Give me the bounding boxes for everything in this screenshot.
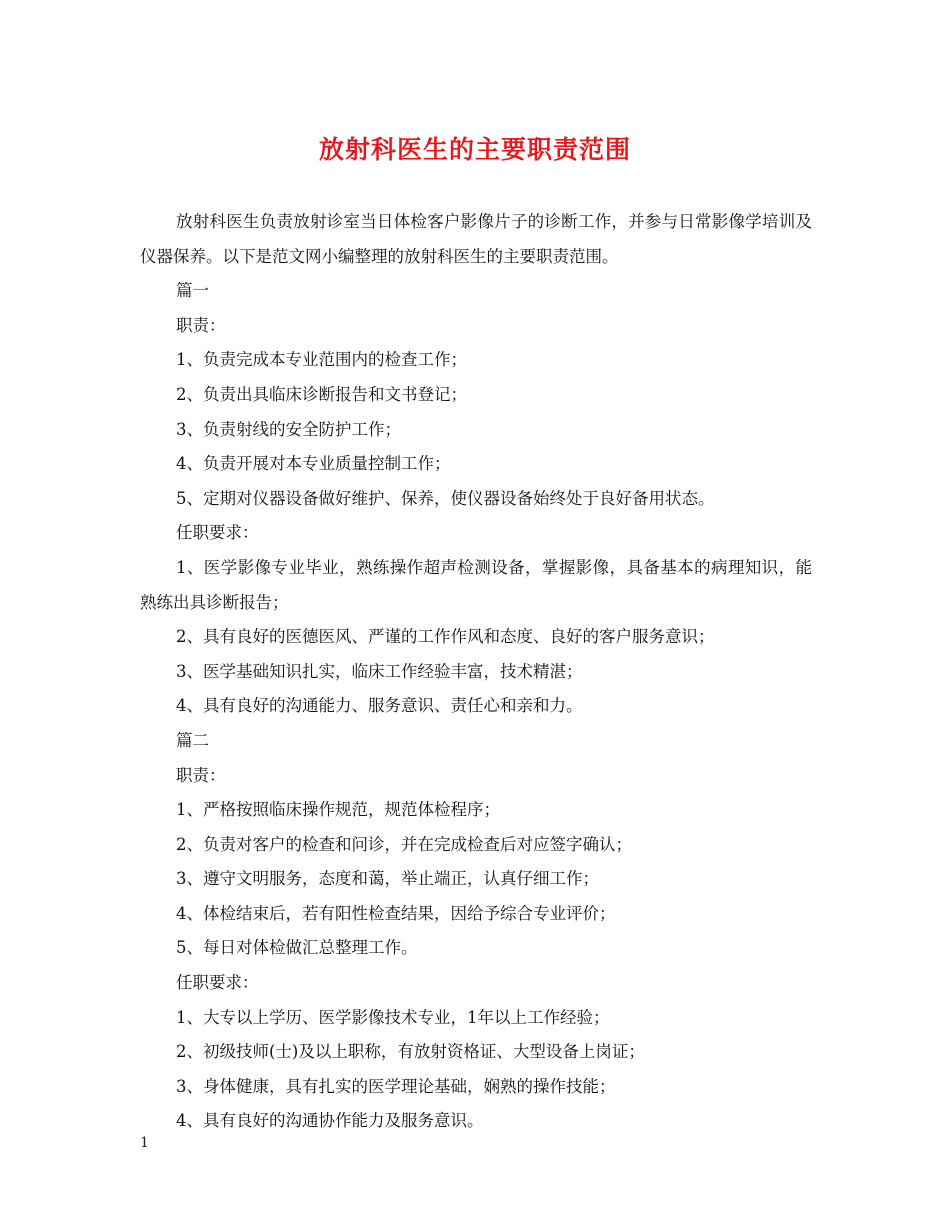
requirements-label: 任职要求： [176,523,259,543]
duty-item: 3、遵守文明服务，态度和蔼，举止端正，认真仔细工作； [176,869,599,889]
duty-item: 5、定期对仪器设备做好维护、保养，使仪器设备始终处于良好备用状态。 [176,488,715,508]
page-number: 1 [140,1135,149,1151]
requirement-item: 3、医学基础知识扎实，临床工作经验丰富，技术精湛； [176,661,583,681]
section-heading: 篇二 [176,730,209,750]
duty-item: 1、严格按照临床操作规范，规范体检程序； [176,800,500,820]
duty-item: 5、每日对体检做汇总整理工作。 [176,938,418,958]
duty-item: 4、体检结束后，若有阳性检查结果，因给予综合专业评价； [176,903,616,923]
document-body [140,205,812,1139]
requirement-item: 3、身体健康，具有扎实的医学理论基础，娴熟的操作技能； [176,1076,616,1096]
requirements-label: 任职要求： [176,973,259,993]
requirement-item: 4、具有良好的沟通协作能力及服务意识。 [176,1111,484,1131]
requirement-item: 1、医学影像专业毕业，熟练操作超声检测设备，掌握影像，具备基本的病理知识，能熟练出具诊断报告； [140,557,812,612]
duty-item: 2、负责出具临床诊断报告和文书登记； [176,384,467,404]
section-heading: 篇一 [176,281,209,301]
duty-item: 4、负责开展对本专业质量控制工作； [176,454,451,474]
duty-item: 2、负责对客户的检查和问诊，并在完成检查后对应签字确认； [176,834,632,854]
requirement-item: 2、具有良好的医德医风、严谨的工作作风和态度、良好的客户服务意识； [176,627,715,647]
requirement-item: 4、具有良好的沟通能力、服务意识、责任心和亲和力。 [176,696,583,716]
duty-item: 1、负责完成本专业范围内的检查工作； [176,350,467,370]
requirement-item: 1、大专以上学历、医学影像技术专业，1年以上工作经验； [176,1007,610,1027]
document-title: 放射科医生的主要职责范围 [318,135,631,164]
duties-label: 职责： [176,315,226,335]
duties-label: 职责： [176,765,226,785]
requirement-item: 2、初级技师(士)及以上职称，有放射资格证、大型设备上岗证； [176,1042,645,1062]
duty-item: 3、负责射线的安全防护工作； [176,419,401,439]
intro-paragraph: 放射科医生负责放射诊室当日体检客户影像片子的诊断工作，并参与日常影像学培训及仪器保养。以下是范文网小编整理的放射科医生的主要职责范围。 [140,212,812,266]
